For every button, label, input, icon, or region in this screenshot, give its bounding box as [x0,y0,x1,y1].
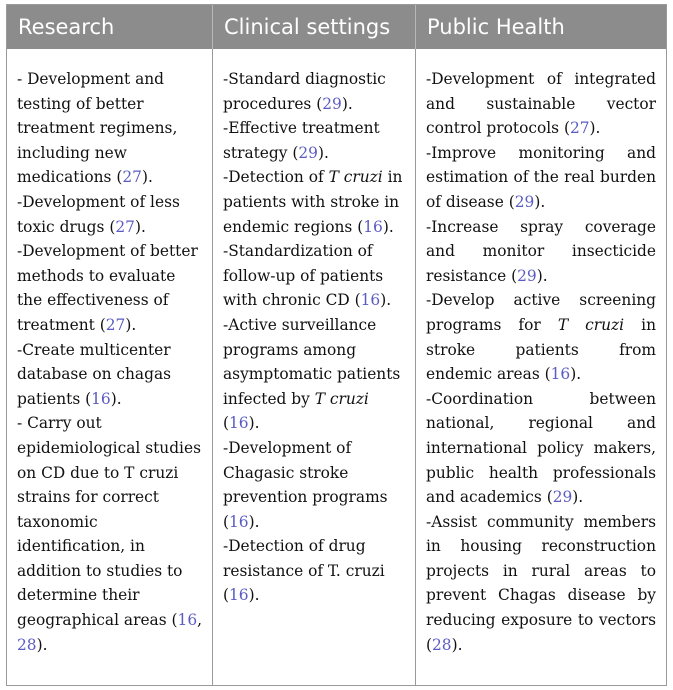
item-text: -Increase spray coverage and monitor insecticide resistance ( [426,217,656,285]
item-text: -Detection of [223,168,329,187]
item-text: -Coordination between national, regional and international policy makers, public health professionals and academics ( [426,389,656,507]
item-text: - Development and testing of better treatment regimens, including new medications ( [17,70,178,187]
reference-link[interactable]: 27 [569,119,590,138]
reference-link[interactable]: 16 [229,414,249,433]
item-text: -Detection of drug resistance of T. cruzi ( [223,537,385,605]
item-text: -Create multicenter database on chagas patients ( [17,340,172,408]
item-text: -Development of better methods to evaluate the effectiveness of treatment ( [17,242,198,334]
header-public-health: Public Health [427,15,565,39]
item-text: ). [317,143,329,162]
reference-link[interactable]: 27 [115,217,135,236]
item-text: ). [248,512,260,531]
research-item [17,67,204,190]
public-health-cell [416,49,666,685]
reference-link[interactable]: 16 [91,389,111,408]
public-health-item [426,215,656,289]
reference-link[interactable]: 29 [517,266,537,285]
item-text: ). [534,192,546,211]
clinical-settings-item [223,436,407,534]
research-item [17,190,204,239]
item-text: , [197,611,203,630]
reference-link[interactable]: 28 [17,635,37,654]
item-text: ). [572,488,584,507]
reference-link[interactable]: 16 [363,217,383,236]
research-item [17,338,204,412]
public-health-item [426,510,656,658]
reference-link[interactable]: 29 [298,143,318,162]
reference-link[interactable]: 28 [432,635,452,654]
public-health-item [426,387,656,510]
item-text: ). [570,365,582,384]
item-text: ). [589,119,601,138]
clinical-settings-item [223,165,407,239]
recommendations-table [6,4,667,686]
item-text: ). [134,217,146,236]
item-text: in patients with stroke in endemic regions ( [223,168,403,236]
species-name: T cruzi [557,315,625,334]
species-name: T cruzi [328,168,383,187]
clinical-settings-item [223,239,407,313]
research-item [17,411,204,657]
table-body-row [7,49,666,685]
research-item [17,239,204,337]
header-clinical-settings: Clinical settings [213,5,416,49]
item-text: ( [223,414,230,433]
item-text: ). [125,315,137,334]
item-text: ). [248,414,260,433]
item-text: ). [451,635,463,654]
reference-link[interactable]: 16 [229,586,249,605]
item-text: -Effective treatment strategy ( [223,119,380,162]
item-text: ). [248,586,260,605]
table-header-row [7,5,666,49]
item-text: -Development of integrated and sustainable vector control protocols ( [426,70,656,138]
reference-link[interactable]: 16 [360,291,381,310]
item-text: ). [380,291,392,310]
item-text: -Standardization of follow-up of patients with chronic CD ( [223,242,384,310]
item-text: ). [536,266,548,285]
item-text: -Develop active screening programs for [426,291,656,334]
public-health-item [426,141,656,215]
item-text: ). [36,635,48,654]
clinical-settings-cell [213,49,416,685]
reference-link[interactable]: 29 [552,488,573,507]
public-health-item [426,288,656,386]
clinical-settings-item [223,313,407,436]
item-text: ). [110,389,122,408]
item-text: -Development of Chagasic stroke prevention programs ( [223,438,388,531]
header-research: Research [7,5,213,49]
reference-link[interactable]: 29 [514,192,535,211]
item-text: -Standard diagnostic procedures ( [223,70,386,113]
item-text: - Carry out epidemiological studies on CD due to T cruzi strains for correct taxonomic identification, in addition to studies to determine their geographical areas ( [17,414,201,630]
reference-link[interactable]: 16 [550,365,571,384]
clinical-settings-item [223,534,407,608]
item-text: -Assist community members in housing reconstruction projects in rural areas to prevent Chagas disease by reducing exposure to vectors ( [426,512,656,654]
item-text: in stroke patients from endemic areas ( [426,315,657,384]
item-text: -Improve monitoring and estimation of the real burden of disease ( [426,143,656,211]
reference-link[interactable]: 16 [177,611,198,630]
item-text: ). [382,217,394,236]
item-text: -Active surveillance programs among asymptomatic patients infected by [223,315,401,408]
item-text: -Development of less toxic drugs ( [17,192,180,236]
clinical-settings-item [223,67,407,116]
reference-link[interactable]: 27 [122,168,142,187]
species-name: T cruzi [314,389,369,408]
item-text: ). [141,168,153,187]
reference-link[interactable]: 16 [229,512,249,531]
clinical-settings-item [223,116,407,165]
public-health-item [426,67,656,141]
research-cell [7,49,213,685]
reference-link[interactable]: 27 [105,315,126,334]
item-text: ). [341,94,353,113]
reference-link[interactable]: 29 [322,94,342,113]
